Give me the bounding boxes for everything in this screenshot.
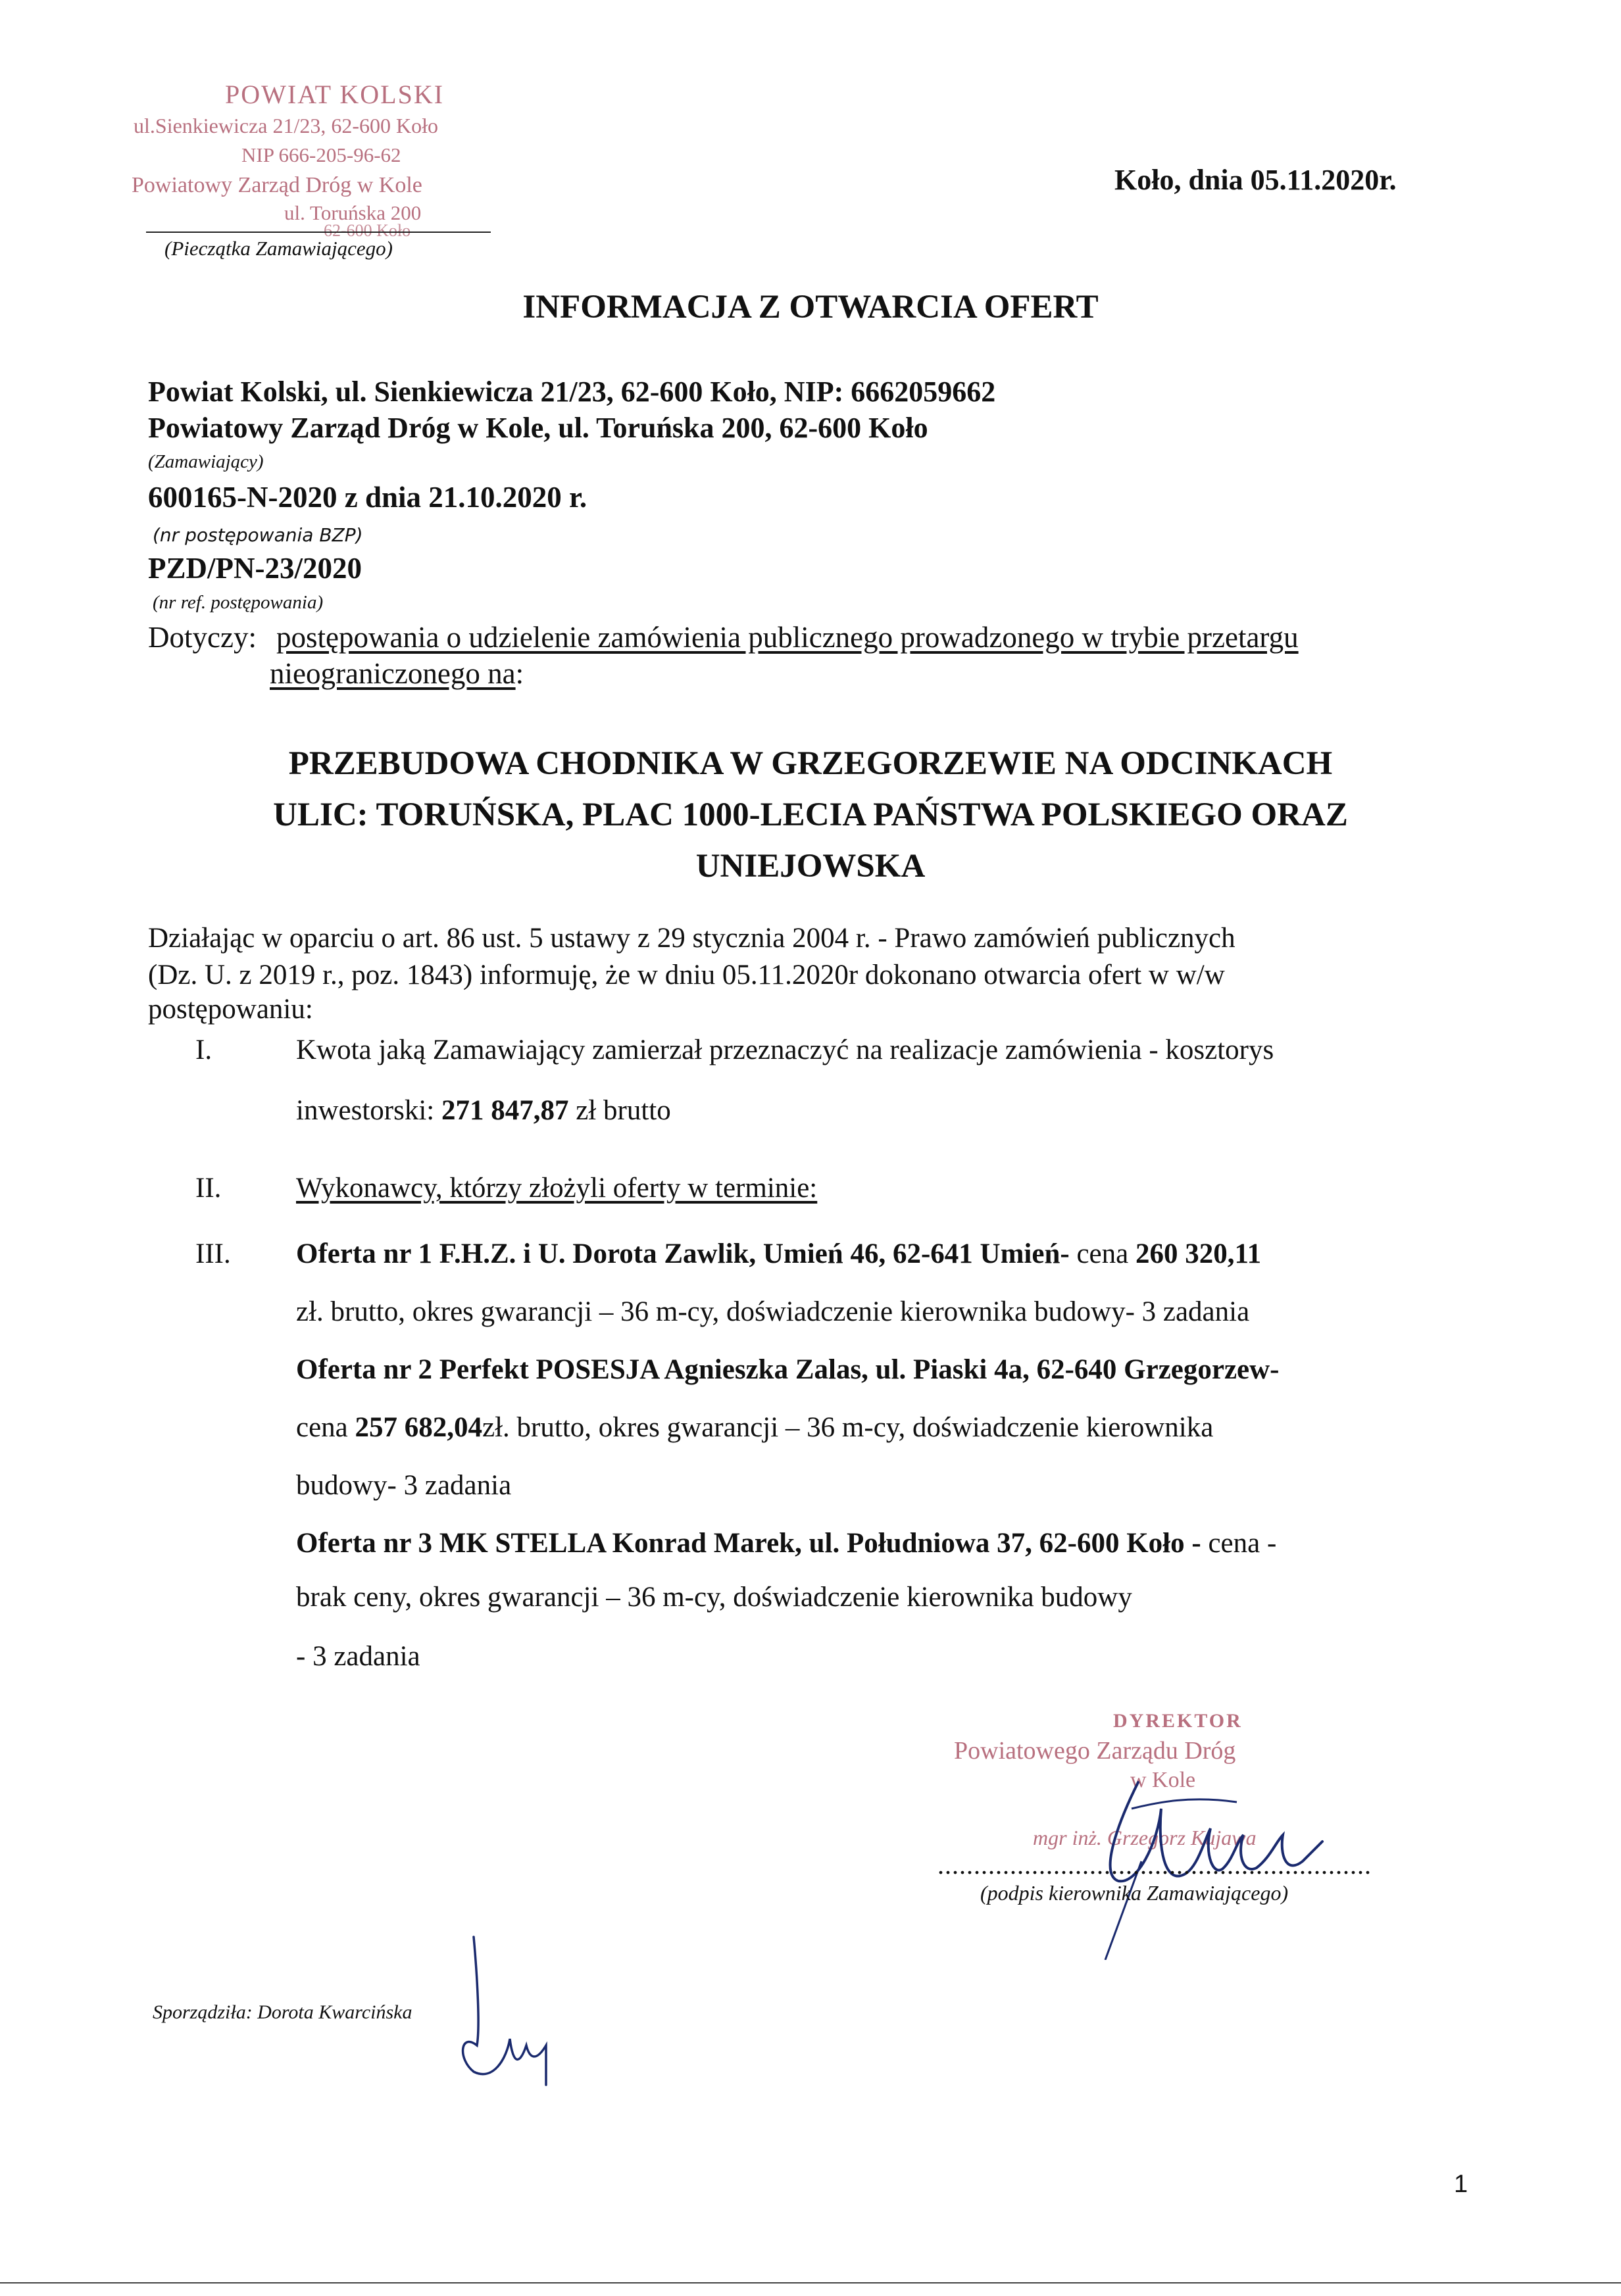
subject-line-3: UNIEJOWSKA [695,848,926,885]
offer-1-amount: 260 320,11 [1135,1238,1262,1269]
offer-3-bidder: Oferta nr 3 MK STELLA Konrad Marek, ul. Południowa 37, 62-600 Koło - [296,1528,1201,1559]
stamp-caption: (Pieczątka Zamawiającego) [164,237,393,260]
offer-2-line-2 [296,1411,1213,1444]
offer-2-bidder: Oferta nr 2 Perfekt POSESJA Agnieszka Zalas, ul. Piaski 4a, 62-640 Grzegorzew- [296,1354,1280,1385]
offer-3-price-label: cena - [1208,1528,1277,1559]
intro-line-3: postępowaniu: [148,994,313,1025]
offer-1-bidder: Oferta nr 1 F.H.Z. i U. Dorota Zawlik, Umień 46, 62-641 Umień- [296,1238,1070,1269]
intro-line-2: (Dz. U. z 2019 r., poz. 1843) informuję, że w dniu 05.11.2020r dokonano otwarcia ofert w w/w [148,960,1225,990]
offer-1-price-label: cena [1076,1238,1129,1269]
buyer-label: (Zamawiający) [148,451,264,472]
stamp-underline [146,232,491,233]
stamp-line-4: Powiatowy Zarząd Dróg w Kole [132,173,422,197]
page-number: 1 [1454,2170,1468,2198]
item-ii-text: Wykonawcy, którzy złożyli oferty w terminie: [296,1173,818,1204]
item-i-label: inwestorski: [296,1095,435,1126]
offer-1-line-1 [296,1238,1261,1270]
subject-line-1: PRZEBUDOWA CHODNIKA W GRZEGORZEWIE NA ODCINKACH [288,745,1333,782]
offer-2-price-label: cena [296,1412,348,1443]
director-stamp-line-3: w Kole [1130,1768,1196,1792]
concerns-text-1: postępowania o udzielenie zamówienia publicznego prowadzonego w trybie przetargu [276,621,1299,654]
place-date: Koło, dnia 05.11.2020r. [1114,164,1397,196]
page-bottom-rule [0,2282,1621,2284]
offer-3-line-3: - 3 zadania [296,1641,420,1672]
buyer-line-1: Powiat Kolski, ul. Sienkiewicza 21/23, 62-600 Koło, NIP: 6662059662 [148,376,996,408]
offer-2-amount: 257 682,04 [355,1412,483,1443]
item-i-suffix: zł brutto [576,1095,671,1126]
page-title: INFORMACJA Z OTWARCIA OFERT [522,289,1099,326]
director-stamp-line-1: DYREKTOR [1113,1710,1243,1732]
stamp-line-5: ul. Toruńska 200 [284,201,422,224]
prepared-by: Sporządziła: Dorota Kwarcińska [153,2001,412,2023]
bzp-label: (nr postępowania BZP) [153,524,363,546]
subject-line-2: ULIC: TORUŃSKA, PLAC 1000-LECIA PAŃSTWA POLSKIEGO ORAZ [273,796,1348,833]
signature-dots: ............................................................ [937,1850,1372,1880]
ref-label: (nr ref. postępowania) [153,592,324,613]
concerns-text-2: nieograniczonego na [270,657,516,690]
offer-2-line-3: budowy- 3 zadania [296,1470,512,1501]
stamp-line-2: ul.Sienkiewicza 21/23, 62-600 Koło [134,114,439,137]
item-i-line-2 [296,1094,671,1127]
offer-1-line-2: zł. brutto, okres gwarancji – 36 m-cy, doświadczenie kierownika budowy- 3 zadania [296,1296,1250,1327]
preparer-signature [447,1934,579,2091]
offer-2-rest: zł. brutto, okres gwarancji – 36 m-cy, doświadczenie kierownika [482,1412,1214,1443]
item-number-i: I. [195,1035,212,1065]
director-stamp-line-4: mgr inż. Grzegorz Kujawa [1033,1826,1257,1849]
concerns-colon: : [515,657,524,690]
offer-3-line-1 [296,1527,1276,1559]
intro-line-1: Działając w oparciu o art. 86 ust. 5 ustawy z 29 stycznia 2004 r. - Prawo zamówień publicznych [148,923,1235,954]
director-stamp-line-2: Powiatowego Zarządu Dróg [954,1737,1236,1765]
signature-caption: (podpis kierownika Zamawiającego) [980,1881,1289,1905]
item-number-iii: III. [195,1238,231,1269]
stamp-line-1: POWIAT KOLSKI [225,80,445,109]
offer-3-line-2: brak ceny, okres gwarancji – 36 m-cy, doświadczenie kierownika budowy [296,1582,1132,1613]
stamp-line-3: NIP 666-205-96-62 [241,143,401,166]
ref-number: PZD/PN-23/2020 [148,552,362,585]
concerns-text-2-wrap [270,656,524,691]
bzp-number: 600165-N-2020 z dnia 21.10.2020 r. [148,481,587,514]
item-i-amount: 271 847,87 [441,1095,569,1126]
item-number-ii: II. [195,1173,222,1204]
item-i-line-1: Kwota jaką Zamawiający zamierzał przeznaczyć na realizacje zamówienia - kosztorys [296,1035,1274,1065]
stamp-line-6: 62-600 Koło [324,221,411,240]
buyer-line-2: Powiatowy Zarząd Dróg w Kole, ul. Toruńska 200, 62-600 Koło [148,412,928,444]
concerns-label: Dotyczy: [148,621,257,654]
